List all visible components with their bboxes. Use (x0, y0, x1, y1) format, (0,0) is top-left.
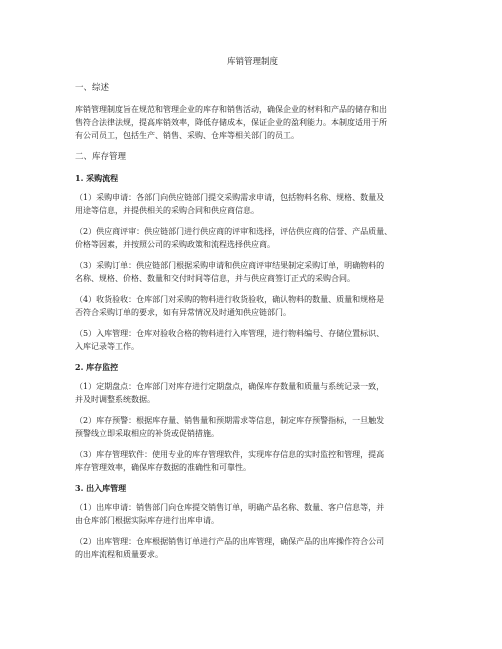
list-item: （3）采购订单：供应链部门根据采购申请和供应商评审结果制定采购订单，明确物料的 名称、规格、价格、数量和交付时间等信息，并与供应商签订正式的采购合同。 (75, 261, 385, 283)
document-title: 库销管理制度 (226, 57, 278, 67)
subsection-heading-in-out: 3. 出入库管理 (75, 483, 127, 493)
overview-paragraph: 库销管理制度旨在规范和管理企业的库存和销售活动，确保企业的材料和产品的储存和出 售符合法律法规，提高库销效率，降低存储成本，保证企业的盈利能力。本制度适用于所 有公司员工，包括生产、销售、采购、仓库等相关部门的员工。 (75, 105, 387, 140)
list-item: （4）收货验收：仓库部门对采购的物料进行收货验收，确认物料的数量、质量和规格是 否符合采购订单的要求，如有异常情况及时通知供应链部门。 (75, 295, 385, 317)
section-heading-overview: 一、综述 (75, 83, 110, 93)
subsection-heading-procurement: 1. 采购流程 (75, 173, 119, 183)
list-item: （1）采购申请：各部门向供应链部门提交采购需求申请，包括物料名称、规格、数量及 用途等信息，并提供相关的采购合同和供应商信息。 (75, 193, 385, 215)
list-item: （1）出库申请：销售部门向仓库提交销售订单，明确产品名称、数量、客户信息等，并 由仓库部门根据实际库存进行出库申请。 (75, 503, 385, 525)
subsection-heading-monitoring: 2. 库存监控 (75, 362, 119, 372)
list-item: （3）库存管理软件：使用专业的库存管理软件，实现库存信息的实时监控和管理，提高 库存管理效率，确保库存数据的准确性和可靠性。 (75, 450, 385, 472)
list-item: （2）库存预警：根据库存量、销售量和预期需求等信息，制定库存预警指标，一旦触发 预警线立即采取相应的补货或促销措施。 (75, 416, 385, 438)
list-item: （2）出库管理：仓库根据销售订单进行产品的出库管理，确保产品的出库操作符合公司 的出库流程和质量要求。 (75, 537, 385, 559)
list-item: （5）入库管理：仓库对验收合格的物料进行入库管理，进行物料编号、存储位置标识、 入库记录等工作。 (75, 329, 385, 351)
list-item: （1）定期盘点：仓库部门对库存进行定期盘点，确保库存数量和质量与系统记录一致， 并及时调整系统数据。 (75, 382, 385, 404)
section-heading-inventory: 二、库存管理 (75, 152, 127, 162)
list-item: （2）供应商评审：供应链部门进行供应商的评审和选择，评估供应商的信誉、产品质量、 价格等因素，并按照公司的采购政策和流程选择供应商。 (75, 227, 393, 249)
